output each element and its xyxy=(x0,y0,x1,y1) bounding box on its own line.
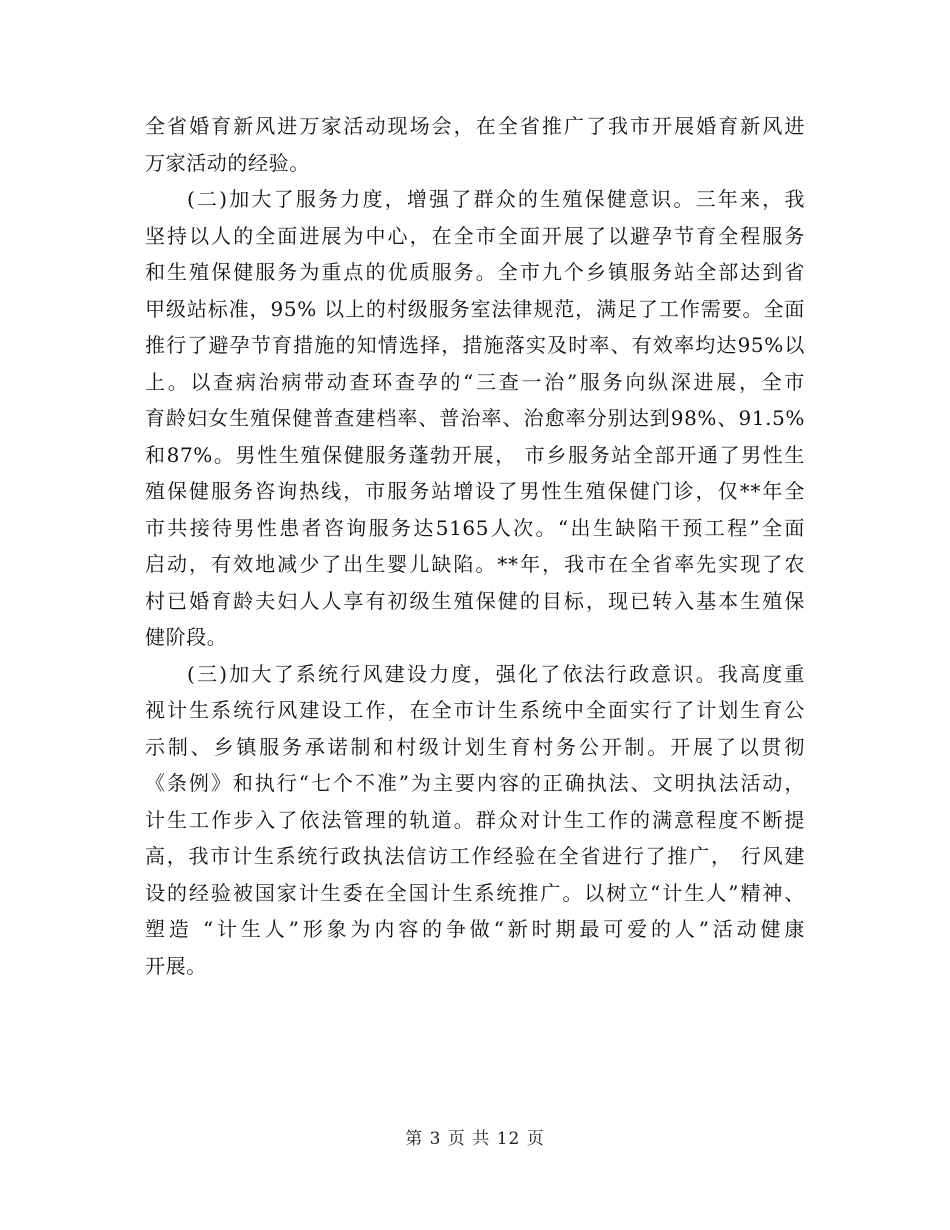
paragraph-line: 视计生系统行风建设工作，在全市计生系统中全面实行了计划生育公 xyxy=(145,698,805,722)
paragraph-line: (三)加大了系统行风建设力度，强化了依法行政意识。我高度重 xyxy=(187,661,805,686)
paragraph-line: 甲级站标准，95% 以上的村级服务室法律规范，满足了工作需要。全面 xyxy=(145,296,805,321)
paragraph-line: 推行了避孕节育措施的知情选择，措施落实及时率、有效率均达95%以 xyxy=(145,333,805,357)
paragraph-line: 全省婚育新风进万家活动现场会，在全省推广了我市开展婚育新风进 xyxy=(145,114,805,138)
paragraph-line: 开展。 xyxy=(145,953,207,978)
paragraph xyxy=(145,656,805,985)
paragraph-line: 《条例》和执行“七个不准”为主要内容的正确执法、文明执法活动， xyxy=(145,771,805,795)
paragraph-line: 示制、乡镇服务承诺制和村级计划生育村务公开制。开展了以贯彻 xyxy=(145,734,805,759)
page-footer: 第 3 页 共 12 页 xyxy=(405,1129,545,1149)
paragraph-line: 万家活动的经验。 xyxy=(145,150,310,175)
paragraph-line: 高，我市计生系统行政执法信访工作经验在全省进行了推广， 行风建 xyxy=(145,844,805,868)
paragraph-line: 塑造 “计生人”形象为内容的争做“新时期最可爱的人”活动健康 xyxy=(145,917,805,941)
paragraph-line: 殖保健服务咨询热线，市服务站增设了男性生殖保健门诊，仅**年全 xyxy=(145,479,805,503)
paragraph xyxy=(145,108,805,181)
paragraph-line: (二)加大了服务力度，增强了群众的生殖保健意识。三年来，我 xyxy=(187,187,805,211)
paragraph-line: 坚持以人的全面进展为中心，在全市全面开展了以避孕节育全程服务 xyxy=(145,223,805,248)
paragraph-line: 上。以查病治病带动查环查孕的“三查一治”服务向纵深进展，全市 xyxy=(145,369,805,394)
paragraph-line: 市共接待男性患者咨询服务达5165人次。“出生缺陷干预工程”全面 xyxy=(145,515,805,540)
paragraph-line: 和生殖保健服务为重点的优质服务。全市九个乡镇服务站全部达到省 xyxy=(145,260,805,284)
paragraph xyxy=(145,181,805,656)
document-body xyxy=(145,108,805,984)
paragraph-line: 育龄妇女生殖保健普查建档率、普治率、治愈率分别达到98%、91.5% xyxy=(145,406,805,430)
paragraph-line: 启动，有效地减少了出生婴儿缺陷。**年，我市在全省率先实现了农 xyxy=(145,552,805,576)
paragraph-line: 村已婚育龄夫妇人人享有初级生殖保健的目标，现已转入基本生殖保 xyxy=(145,588,805,613)
paragraph-line: 计生工作步入了依法管理的轨道。群众对计生工作的满意程度不断提 xyxy=(145,807,805,832)
paragraph-line: 设的经验被国家计生委在全国计生系统推广。以树立“计生人”精神、 xyxy=(145,880,805,905)
paragraph-line: 和87%。男性生殖保健服务蓬勃开展， 市乡服务站全部开通了男性生 xyxy=(145,442,805,467)
paragraph-line: 健阶段。 xyxy=(145,625,228,649)
